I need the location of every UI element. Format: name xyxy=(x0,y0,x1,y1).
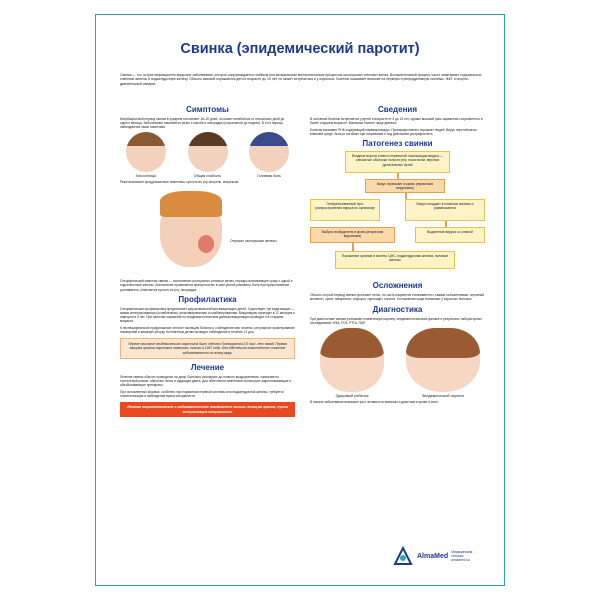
poster-title: Свинка (эпидемический паротит) xyxy=(180,41,420,57)
headache-illustration xyxy=(249,132,289,172)
treatment-text-2: При осложненных формах, особенно при поражении нервной системы или поджелудочной железы, требуется госпитализация и наблюдение врача-специалиста. xyxy=(120,390,284,399)
flow-box-viremia-2: Выброс возбудителя в кровь (вторичная вирусемия) xyxy=(310,227,395,243)
face-headache xyxy=(243,132,295,178)
poster xyxy=(95,14,505,586)
insomnia-illustration xyxy=(126,132,166,172)
face-weakness xyxy=(182,132,234,178)
diagnostics-heading: Диагностика xyxy=(372,304,423,314)
warning-box: Лечение терапевтическое и медикаментозное назначается только лечащим врачом, нужна консультация специалиста! xyxy=(120,402,295,417)
kid-caption: Эпидемический паротит xyxy=(421,393,465,398)
treatment-heading: Лечение xyxy=(190,362,225,372)
pathogenesis-flowchart xyxy=(310,151,485,281)
gland-label: Опухшие околоушные железы xyxy=(230,239,277,244)
intro-text: Свинка — это острое инфекционно-вирусное заболевание, которое сопровождается гнойным или катаральным воспалительным процессом околоушных слюнных желез. Воспалительный процесс часто охватывает подъязычные слюнные железы и поджелудочную железу. Обычно свинкой поражаются дети в возрасте до 10 лет, но может встречаться и у взрослых. Болезнь оказывает влияние на нервную и репродуктивную системы, ЖКТ и опорно-двигательный аппарат. xyxy=(120,73,482,86)
kid-caption: Здоровый ребенок xyxy=(335,393,369,398)
treatment-text-1: Лечение свинки обычно проводится на дому. Больного изолируют до полного выздоровления, назначается постельный режим, обильное питье и щадящая диета. Для облегчения симптомов используют жаропонижающие и обезболивающие препараты. xyxy=(120,374,292,388)
brand-logo xyxy=(392,545,472,567)
comparison-images xyxy=(310,328,485,398)
logo-site: almamed.su xyxy=(451,558,470,562)
symptoms-text-3: Специфический симптом свинки — воспаление околоушных слюнных желез, нередко возникающее сразу с одной и подчелюстные железы. Воспаление проявляется припухлостью в зоне ушной раковины. Боль при прикосновении усиливается, отмечается сухость во рту, лихорадка. xyxy=(120,279,293,292)
swollen-gland-illustration xyxy=(120,187,295,279)
healthy-child-illustration xyxy=(320,328,384,392)
logo-brand: AlmaMed xyxy=(417,552,449,560)
symptoms-text-1: Инкубационный период свинки в среднем составляет 18–20 дней, но может колебаться от нескольких дней до одного месяца. Заболевание начинается резко с озноба и лихорадки (сохраняется до недели). В этот период наблюдаются такие симптомы: xyxy=(120,117,285,130)
flow-box-organs: Поражение органов и систем: ЦНС, поджелудочная железа, половые железы xyxy=(335,251,455,269)
logo-sub-2: техника xyxy=(451,554,464,558)
flow-arrow xyxy=(352,243,354,251)
complications-text: Обычно острый период свинки протекает легко, но часть пациентов сталкивается с такими осложнениями: серозный менингит, орхит, панкреатит, оофорит, тиреоидит, глухота. Осложнения чаще возникают у взрослых больных. xyxy=(310,293,485,302)
flow-box-viremia-1: Вирус проникает в кровь (первичная вирусемия) xyxy=(365,179,445,193)
healthy-child xyxy=(310,328,394,398)
info-text-2: Болезнь вызывает РНК-содержащий парамиксовирус. Преимущественно поражает людей. Вирус неустойчив во внешней среде, быстро погибает при нагревании и под действием ультрафиолета. xyxy=(310,128,477,137)
boy-hair xyxy=(160,191,222,217)
right-column xyxy=(310,105,485,407)
info-heading: Сведения xyxy=(378,105,417,114)
symptom-faces xyxy=(120,132,295,178)
prevention-heading: Профилактика xyxy=(178,294,237,304)
mumps-child-illustration xyxy=(406,328,480,392)
face-caption: Бессонница xyxy=(136,174,156,179)
symptoms-heading: Симптомы xyxy=(186,105,229,114)
flow-box-spread: Генерализованный путь распространения вируса по организму xyxy=(310,199,380,221)
logo-sub-1: Медицинская xyxy=(451,550,473,554)
flow-box-glands: Вирус попадает в слюнные железы и размножается xyxy=(405,199,485,221)
symptoms-text-2: Реже возникают продромальные симптомы: сухость во рту, мигрень, анорексия. xyxy=(120,180,240,185)
flow-box-entry: Входные ворота и место первичной локализации вируса — слизистые оболочки полости рта, носоглотки, верхних дыхательных путей xyxy=(345,151,450,173)
diagnostics-text-1: При диагностике свинки учитывают клиническую картину, эпидемиологические данные и результаты лабораторных исследований: ИФА, РСК, РТГА, ПЦР. xyxy=(310,316,482,325)
weakness-illustration xyxy=(188,132,228,172)
prevention-text-2: К неспецифической профилактике относят изоляцию больного, соблюдение мер гигиены, регулярное проветривание помещений и влажную уборку. Контактным детям проводят наблюдение в течение 21 дня. xyxy=(120,326,295,335)
complications-heading: Осложнения xyxy=(372,281,423,291)
prevention-text-1: Специфическая профилактика предполагает широкомасштабную вакцинацию детей. Существует три вида вакцин — живая аттенуированная (ослабленная), инактивированная и комбинированная. Вакцинацию проводят в 12 месяцев и повторно в 6 лет. При наличии показаний по эпидемиологическим данным вакцинацию проводят и в старшем возрасте. xyxy=(120,306,295,323)
face-insomnia xyxy=(120,132,172,178)
diagnostics-text-2: В начале заболевания возможен рост активности амилазы и диастазы в крови и моче. xyxy=(310,399,439,404)
pathogenesis-heading: Патогенез свинки xyxy=(362,139,433,149)
logo-icon xyxy=(392,545,414,567)
face-caption: Общая слабость xyxy=(193,174,222,179)
flow-box-saliva: Выделение вируса со слюной xyxy=(415,227,485,243)
left-column xyxy=(120,105,295,417)
info-text-1: В основном болезнь встречается у детей в возрасте от 5 до 15 лет, однако высокий риск заражения сохраняется и в более старшем возрасте. Мальчики болеют чаще девочек. xyxy=(310,117,483,126)
history-note: Первое описание эпидемического паротита было сделано Гиппократом 2,5 тыс. лет назад. Первая вакцина против паротита появилась только в 1967 году. Она обеспечила значительное снижение заболеваемости по всему миру. xyxy=(120,338,295,359)
face-caption: Головная боль xyxy=(257,174,281,179)
mumps-child xyxy=(401,328,485,398)
